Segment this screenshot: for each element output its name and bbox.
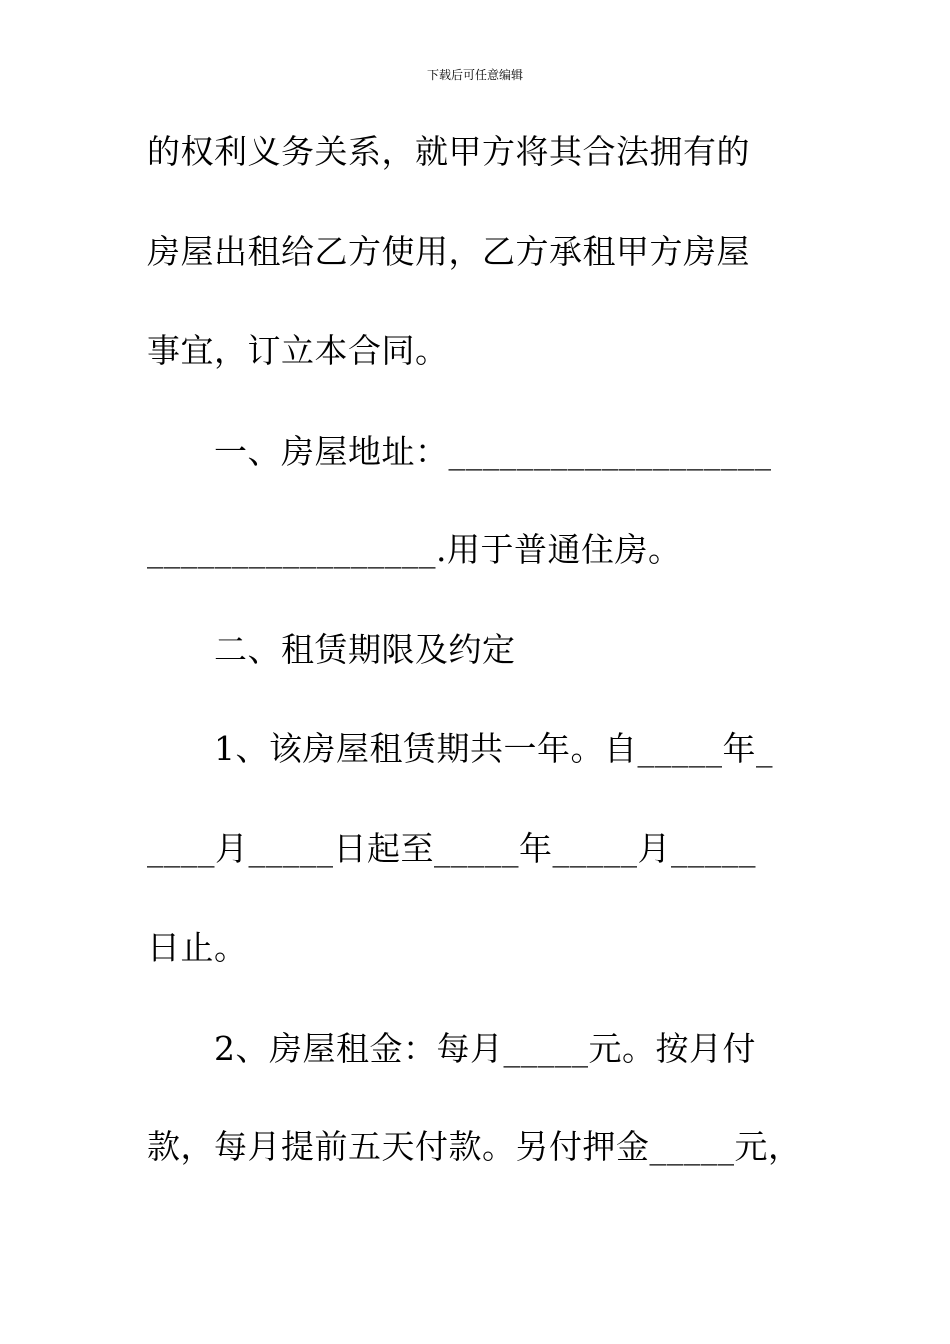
text-line: ____月_____日起至_____年_____月_____ bbox=[147, 829, 756, 868]
text-line: 事宜，订立本合同。 bbox=[147, 331, 449, 370]
section-heading-address: 一、房屋地址：___________________ bbox=[214, 432, 772, 471]
page-header-note: 下载后可任意编辑 bbox=[426, 68, 523, 82]
text-line: 日止。 bbox=[147, 928, 248, 967]
text-line: 的权利义务关系，就甲方将其合法拥有的 bbox=[147, 132, 750, 171]
section-heading-term: 二、租赁期限及约定 bbox=[214, 630, 516, 669]
text-line: 房屋出租给乙方使用，乙方承租甲方房屋 bbox=[147, 232, 750, 271]
clause-line: 1、该房屋租赁期共一年。自_____年_ bbox=[214, 729, 773, 768]
text-line: 款，每月提前五天付款。另付押金_____元， bbox=[147, 1127, 802, 1166]
text-line: _________________.用于普通住房。 bbox=[147, 530, 682, 569]
clause-line: 2、房屋租金：每月_____元。按月付 bbox=[214, 1029, 756, 1068]
